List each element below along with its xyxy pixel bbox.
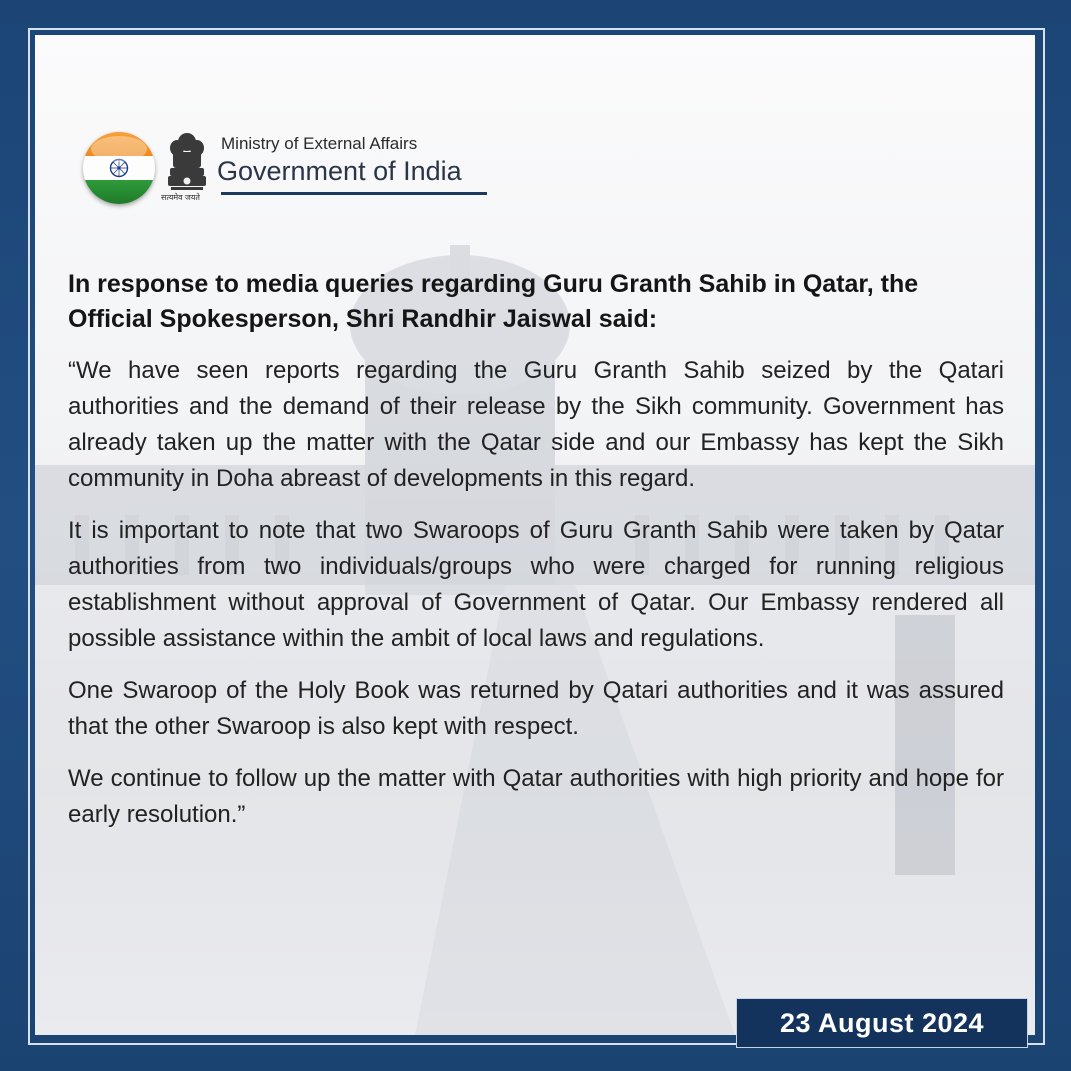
india-flag-icon [83, 132, 155, 204]
statement-panel [35, 35, 1035, 1035]
date-badge: 23 August 2024 [736, 998, 1028, 1048]
ministry-logo [83, 130, 503, 210]
statement-paragraph: One Swaroop of the Holy Book was returned by Qatari authorities and it was assured that the other Swaroop is also kept with respect. [68, 677, 1004, 740]
statement-headline: In response to media queries regarding Guru Granth Sahib in Qatar, the Official Spokesperson, Shri Randhir Jaiswal said: [68, 270, 919, 333]
statement-paragraph: “We have seen reports regarding the Guru Granth Sahib seized by the Qatari authorities and the demand of their release by the Sikh community. Government has already taken up the matter with the Qatar side and our Embassy has kept the Sikh community in Doha abreast of developments in this regard. [68, 357, 1004, 492]
emblem-motto: सत्यमेव जयते [161, 193, 200, 202]
ministry-name: Ministry of External Affairs [221, 134, 418, 153]
statement-paragraph: We continue to follow up the matter with Qatar authorities with high priority and hope for early resolution.” [68, 765, 1004, 828]
government-name: Government of India [217, 156, 462, 186]
logo-underline [221, 192, 487, 195]
statement-body [68, 267, 1004, 849]
statement-paragraph: It is important to note that two Swaroops of Guru Granth Sahib were taken by Qatar authorities from two individuals/groups who were charged for running religious establishment without approval of Government of Qatar. Our Embassy rendered all possible assistance within the ambit of local laws and regulations. [68, 517, 1004, 652]
